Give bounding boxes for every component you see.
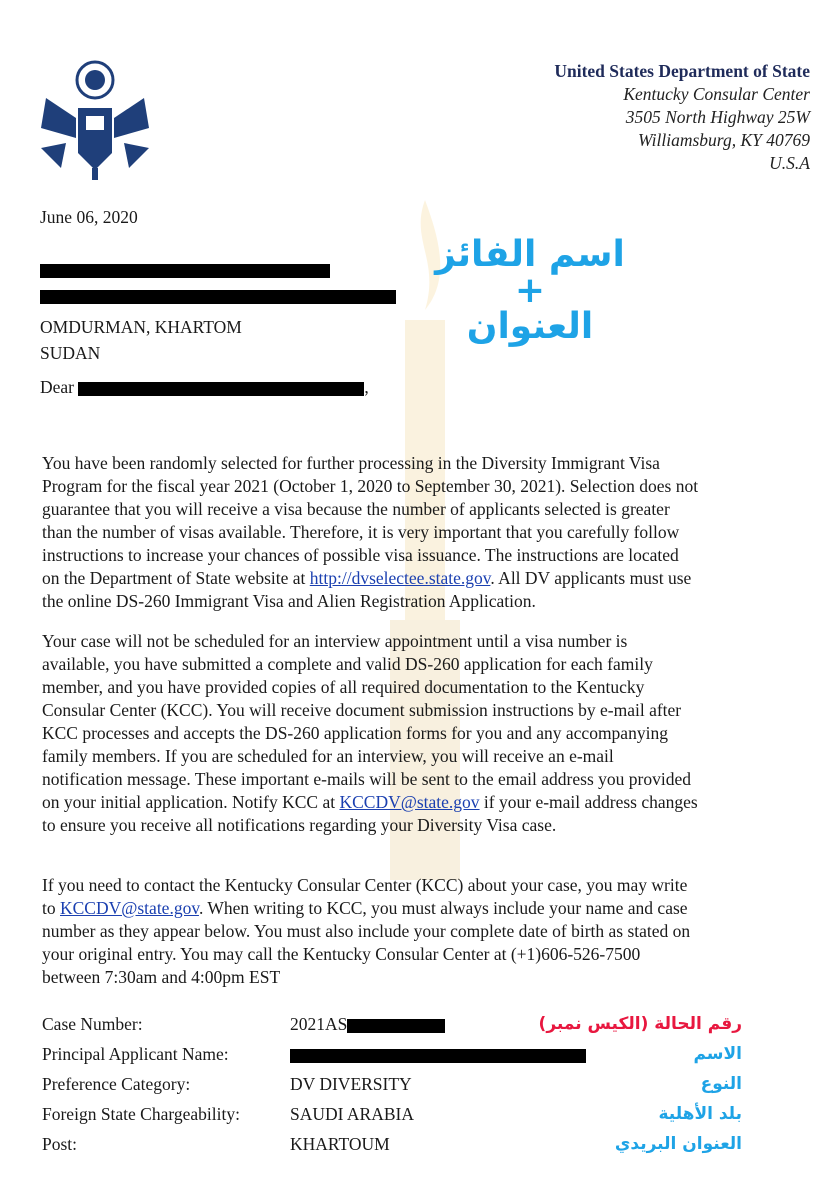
- text-line: available, you have submitted a complete and valid DS-260 application for each family: [42, 654, 653, 674]
- applicant-name-label: Principal Applicant Name:: [42, 1044, 229, 1064]
- redacted-case-number: [347, 1019, 445, 1033]
- text-line: KCC processes and accepts the DS-260 application forms for you and any accompanying: [42, 723, 668, 743]
- text-line: guarantee that you will receive a visa because the number of applicants selected is greater: [42, 499, 670, 519]
- redacted-name: [40, 264, 330, 278]
- text-line: family members. If you are scheduled for an interview, you will receive an e-mail: [42, 746, 614, 766]
- text-segment: . When writing to KCC, you must always include your name and case: [198, 898, 688, 918]
- preference-category-row: [42, 1074, 412, 1095]
- text-line: Program for the fiscal year 2021 (October 1, 2020 to September 30, 2021). Selection does not: [42, 476, 699, 496]
- redacted-street: [40, 290, 396, 304]
- annotation-category: النوع: [700, 1074, 742, 1094]
- address-city: OMDURMAN, KHARTOM: [40, 317, 242, 337]
- text-line: your original entry. You may call the Kentucky Consular Center at (+1)606-526-7500: [42, 944, 641, 964]
- salutation: [40, 376, 369, 399]
- annotation-chargeability: بلد الأهلية: [658, 1104, 742, 1124]
- case-number-label: Case Number:: [42, 1014, 143, 1034]
- department-of-state-seal: [36, 58, 154, 182]
- letterhead-city: Williamsburg, KY 40769: [638, 130, 810, 150]
- salutation-text: Dear: [40, 377, 75, 397]
- text-line: to ensure you receive all notifications regarding your Diversity Visa case.: [42, 815, 557, 835]
- letterhead-center: Kentucky Consular Center: [623, 84, 810, 104]
- post-label: Post:: [42, 1134, 78, 1154]
- text-line: You have been randomly selected for further processing in the Diversity Immigrant Visa: [42, 453, 660, 473]
- text-segment: if your e-mail address changes: [479, 792, 698, 812]
- letterhead: [554, 60, 810, 175]
- recipient-address: [40, 262, 396, 366]
- case-number-row: [42, 1014, 445, 1035]
- annotation-line1: اسم الفائز: [435, 234, 625, 275]
- letterhead-street: 3505 North Highway 25W: [625, 107, 810, 127]
- address-country: SUDAN: [40, 343, 101, 363]
- text-line: member, and you have provided copies of all required documentation to the Kentucky: [42, 677, 645, 697]
- paragraph-scheduling: [42, 630, 698, 837]
- kccdv-email-link[interactable]: KCCDV@state.gov: [339, 792, 480, 812]
- letterhead-department: United States Department of State: [554, 61, 810, 81]
- redacted-applicant-name: [290, 1049, 586, 1063]
- case-number-value: 2021AS: [290, 1014, 348, 1034]
- dvselectee-link[interactable]: http://dvselectee.state.gov: [309, 568, 491, 588]
- applicant-name-row: [42, 1044, 586, 1065]
- text-line: notification message. These important e-mails will be sent to the email address you provided: [42, 769, 691, 789]
- text-segment: to: [42, 898, 60, 918]
- text-segment: . All DV applicants must use: [490, 568, 692, 588]
- letter-date: June 06, 2020: [40, 207, 138, 227]
- annotation-case-number: رقم الحالة (الكيس نمبر): [538, 1014, 742, 1034]
- annotation-line3: العنوان: [466, 306, 594, 347]
- text-line: instructions to increase your chances of possible visa issuance. The instructions are located: [42, 545, 679, 565]
- letterhead-country: U.S.A: [769, 153, 810, 173]
- text-line: Consular Center (KCC). You will receive document submission instructions by e-mail after: [42, 700, 682, 720]
- text-line: [42, 791, 698, 814]
- text-line: than the number of visas available. Therefore, it is very important that you carefully follow: [42, 522, 680, 542]
- paragraph-selection: [42, 452, 698, 613]
- chargeability-row: [42, 1104, 414, 1125]
- text-line: [42, 897, 690, 920]
- salutation-comma: ,: [364, 377, 369, 397]
- text-segment: on your initial application. Notify KCC at: [42, 792, 340, 812]
- paragraph-contact: [42, 874, 690, 989]
- text-line: Your case will not be scheduled for an interview appointment until a visa number is: [42, 631, 628, 651]
- annotation-name-address: [420, 232, 640, 350]
- chargeability-value: SAUDI ARABIA: [290, 1104, 414, 1124]
- text-line: between 7:30am and 4:00pm EST: [42, 967, 281, 987]
- annotation-post: العنوان البريدي: [614, 1134, 742, 1154]
- text-line: number as they appear below. You must also include your complete date of birth as stated on: [42, 921, 691, 941]
- text-line: the online DS-260 Immigrant Visa and Alien Registration Application.: [42, 591, 536, 611]
- kccdv-email-link[interactable]: KCCDV@state.gov: [60, 898, 199, 918]
- preference-category-value: DV DIVERSITY: [290, 1074, 412, 1094]
- post-value: KHARTOUM: [290, 1134, 390, 1154]
- chargeability-label: Foreign State Chargeability:: [42, 1104, 240, 1124]
- redacted-salutation-name: [78, 382, 364, 396]
- text-segment: on the Department of State website at: [42, 568, 310, 588]
- text-line: If you need to contact the Kentucky Consular Center (KCC) about your case, you may write: [42, 875, 688, 895]
- annotation-name: الاسم: [693, 1044, 742, 1064]
- preference-category-label: Preference Category:: [42, 1074, 191, 1094]
- annotation-plus: +: [514, 270, 546, 311]
- post-row: [42, 1134, 390, 1155]
- text-line: [42, 567, 698, 590]
